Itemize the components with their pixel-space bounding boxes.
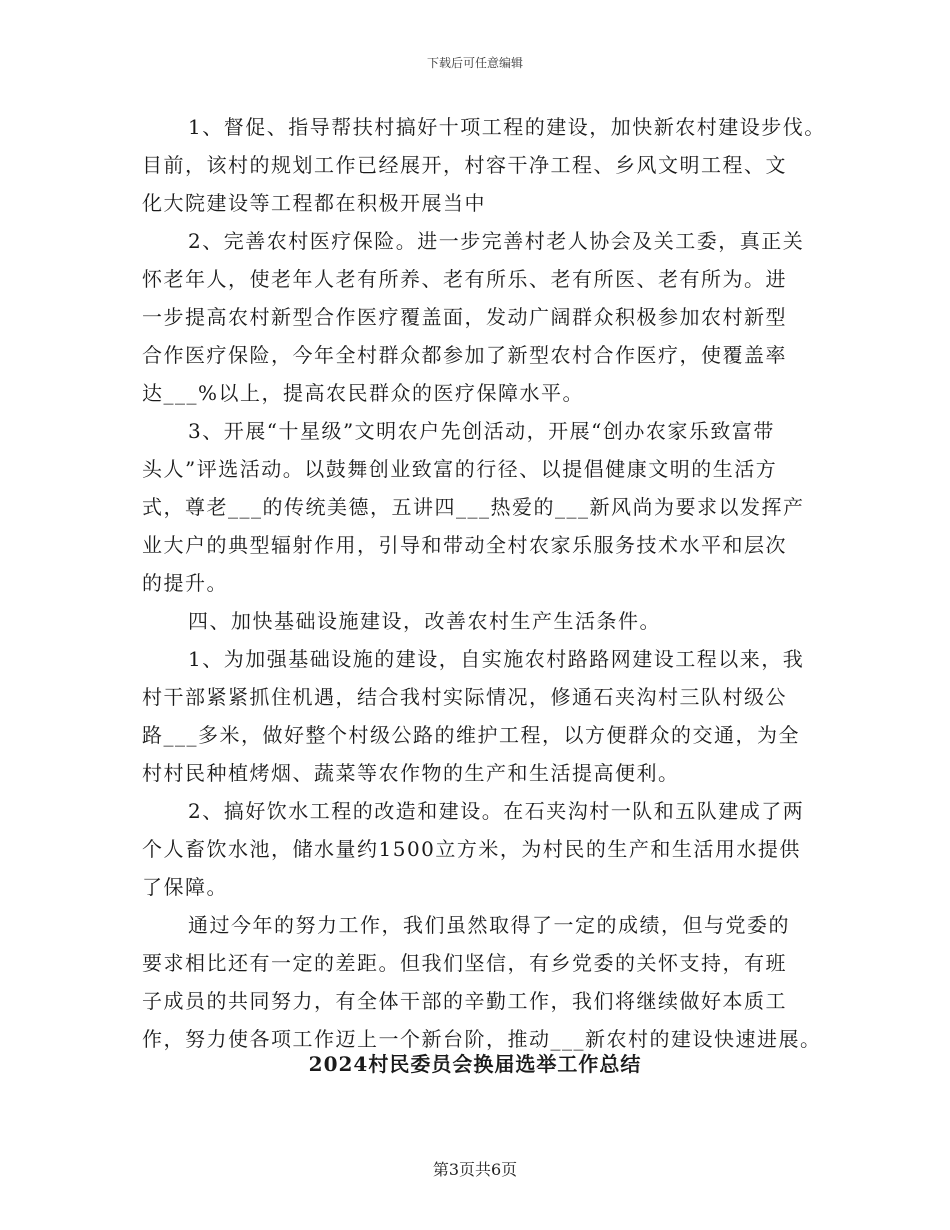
paragraph-line: 合作医疗保险，今年全村群众都参加了新型农村合作医疗，使覆盖率 <box>142 343 787 367</box>
document-title: 2024村民委员会换届选举工作总结 <box>308 1052 642 1076</box>
paragraph-line: 一步提高农村新型合作医疗覆盖面，发动广阔群众积极参加农村新型 <box>142 305 787 329</box>
paragraph-line: 头人”评选活动。以鼓舞创业致富的行径、以提倡健康文明的生活方 <box>142 457 778 481</box>
paragraph-line: 化大院建设等工程都在积极开展当中 <box>142 191 486 215</box>
paragraph-line: 路___多米，做好整个村级公路的维护工程，以方便群众的交通，为全 <box>142 723 800 747</box>
paragraph-line: 目前，该村的规划工作已经展开，村容干净工程、乡风文明工程、文 <box>142 153 787 177</box>
paragraph-line: 业大户的典型辐射作用，引导和带动全村农家乐服务技术水平和层次 <box>142 533 787 557</box>
paragraph-line: 要求相比还有一定的差距。但我们坚信，有乡党委的关怀支持，有班 <box>142 951 787 975</box>
paragraph-line: 怀老年人，使老年人老有所养、老有所乐、老有所医、老有所为。进 <box>142 267 787 291</box>
paragraph-line: 作，努力使各项工作迈上一个新台阶，推动___新农村的建设快速进展。 <box>142 1027 822 1051</box>
paragraph-line: 1、督促、指导帮扶村搞好十项工程的建设，加快新农村建设步伐。 <box>188 115 826 139</box>
section-heading: 四、加快基础设施建设，改善农村生产生活条件。 <box>188 609 661 633</box>
paragraph-line: 达___%以上，提高农民群众的医疗保障水平。 <box>142 381 585 405</box>
paragraph-line: 个人畜饮水池，储水量约1500立方米，为村民的生产和生活用水提供 <box>142 837 801 861</box>
paragraph-line: 2、完善农村医疗保险。进一步完善村老人协会及关工委，真正关 <box>188 229 805 253</box>
paragraph-line: 了保障。 <box>142 875 228 899</box>
page-number: 第3页共6页 <box>432 1160 518 1179</box>
paragraph-line: 2、搞好饮水工程的改造和建设。在石夹沟村一队和五队建成了两 <box>188 799 805 823</box>
paragraph-line: 村干部紧紧抓住机遇，结合我村实际情况，修通石夹沟村三队村级公 <box>142 685 787 709</box>
paragraph-line: 通过今年的努力工作，我们虽然取得了一定的成绩，但与党委的 <box>188 913 790 937</box>
header-note: 下载后可任意编辑 <box>426 56 523 70</box>
body-text <box>142 108 826 1058</box>
paragraph-line: 子成员的共同努力，有全体干部的辛勤工作，我们将继续做好本质工 <box>142 989 787 1013</box>
paragraph-line: 1、为加强基础设施的建设，自实施农村路路网建设工程以来，我 <box>188 647 805 671</box>
paragraph-line: 式，尊老___的传统美德，五讲四___热爱的___新风尚为要求以发挥产 <box>142 495 805 519</box>
paragraph-line: 村村民种植烤烟、蔬菜等农作物的生产和生活提高便利。 <box>142 761 680 785</box>
paragraph-line: 的提升。 <box>142 571 228 595</box>
paragraph-line: 3、开展“十星级”文明农户先创活动，开展“创办农家乐致富带 <box>188 419 775 443</box>
